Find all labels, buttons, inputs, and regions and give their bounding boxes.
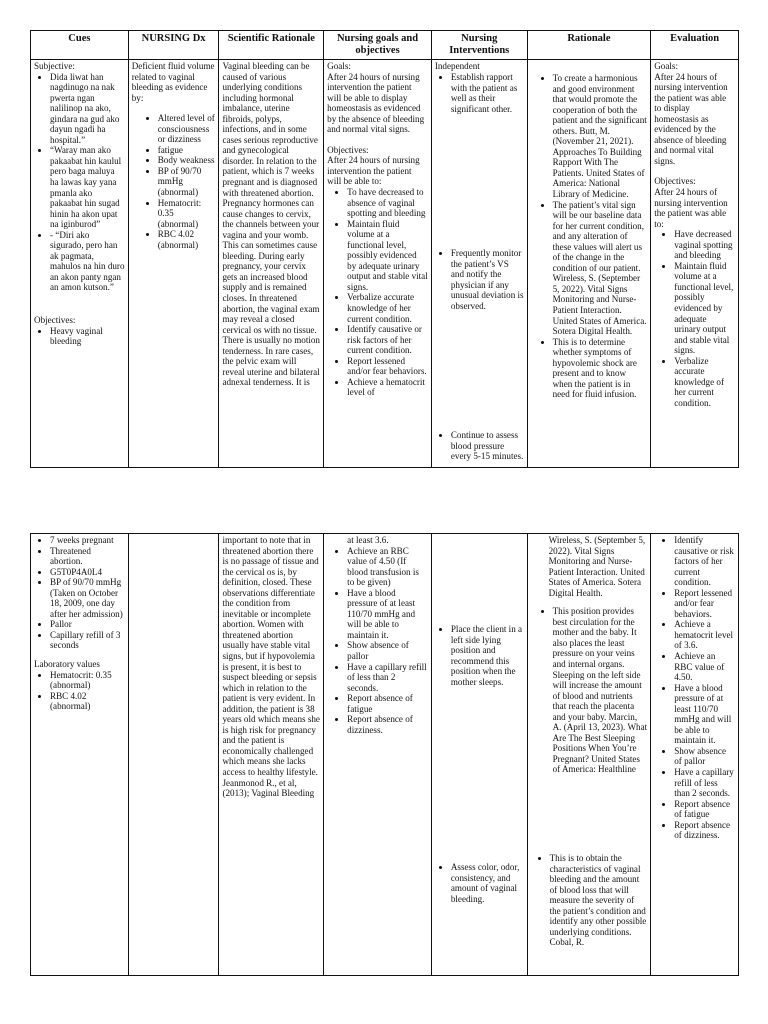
list-item: • This position provides best circulation for the mother and the baby. It also places the least pressure on your veins and internal organs. Sleeping on the left side will increase the amount of blood and nutrients that reach the placenta and your baby. Marcin, A. (April 13, 2023). What Are The Best Sleeping Positions When You’re Pregnant? United States of America: Healthline: [553, 606, 648, 775]
list-item: • Report absence of fatigue: [347, 693, 428, 714]
list-item: • Have a blood pressure of at least 110/70 mmHg and will be able to maintain it.: [674, 683, 735, 746]
list-item: • Verbalize accurate knowledge of her current condition.: [674, 356, 735, 409]
interventions-cell: [432, 534, 528, 975]
objectives-list: [327, 187, 428, 398]
list-item: • Have a blood pressure of at least 110/70 mmHg and will be able to maintain it.: [347, 588, 428, 641]
list-item: • Report lessened and/or fear behaviors.: [674, 588, 735, 620]
list-item: • Achieve an RBC value of 4.50 (If blood transfusion is to be given): [347, 546, 428, 588]
list-item: • - “Diri ako sigurado, pero han ak pagmata, mahulos na hin duro an akon panty ngan an amon kutson.”: [50, 230, 125, 293]
eval-objectives-text: After 24 hours of nursing intervention the patient was able to:: [654, 187, 728, 229]
list-item: • Have a capillary refill of less than 2 seconds.: [674, 767, 735, 799]
list-item: • Assess color, odor, consistency, and amount of vaginal bleeding.: [451, 862, 524, 904]
nursing-dx-cell: [129, 60, 220, 467]
list-item: • Pallor: [50, 619, 125, 630]
eval-goals-label: Goals:: [654, 61, 678, 71]
rationale-cont-text: Wireless, S. (September 5, 2022). Vital Signs Monitoring and Nurse-Patient Interaction. United States of America. Sotera Digital Health.: [548, 535, 646, 598]
objective-list: [34, 326, 125, 347]
list-item: • Identify causative or risk factors of her current condition.: [674, 535, 735, 588]
list-item: • Capillary refill of 3 seconds: [50, 630, 125, 651]
objectives-label: Objectives:: [327, 144, 369, 155]
rationale-cell: [528, 60, 652, 467]
goals-label: Goals:: [327, 61, 351, 71]
independent-label: Independent: [434, 61, 480, 71]
rationale-cell: [528, 534, 652, 975]
header-nursing-dx: NURSING Dx: [129, 31, 220, 59]
list-item: • Hematocrit: 0.35 (abnormal): [158, 198, 216, 230]
list-item: • To create a harmonious and good environment that would promote the cooperation of both the patient and the significant others. Butt, M. (November 21, 2021). Approaches To Building Rapport With The Patients. United States of America: National Library of Medicine.: [553, 73, 648, 200]
list-item: • Report absence of fatigue: [674, 799, 735, 820]
subjective-list: [34, 72, 125, 293]
dx-intro: Deficient fluid volume related to vaginal bleeding as evidence by:: [131, 61, 215, 103]
intervention-list-2: [435, 248, 524, 311]
subjective-label: Subjective:: [34, 61, 75, 71]
list-item: • Have a capillary refill of less than 2 seconds.: [347, 662, 428, 694]
cues-cell: [31, 534, 129, 975]
list-item: • The patient’s vital sign will be our baseline data for her current condition, and any alteration of these values will alert us of the change in the condition of our patient. Wireless, S. (September 5, 2022). Vital Signs Monitoring and Nurse-Patient Interaction. United States of America. Sotera Digital Health.: [553, 200, 648, 337]
goals-cell: [324, 534, 432, 975]
rationale-list: [531, 73, 648, 400]
header-evaluation: Evaluation: [670, 33, 720, 44]
intervention-list-1: [435, 72, 524, 114]
header-rationale: Rationale: [528, 31, 652, 59]
list-item: • Identify causative or risk factors of her current condition.: [347, 324, 428, 356]
list-item: • Hematocrit: 0.35 (abnormal): [50, 670, 125, 691]
list-item: • Heavy vaginal bleeding: [50, 326, 125, 347]
list-item: • Achieve an RBC value of 4.50.: [674, 651, 735, 683]
list-item: • RBC 4.02 (abnormal): [158, 229, 216, 250]
list-item: • Achieve a hematocrit level of 3.6.: [674, 619, 735, 651]
rationale-list-cont-1: [531, 606, 648, 775]
list-item: • RBC 4.02 (abnormal): [50, 691, 125, 712]
header-cues: Cues: [31, 31, 129, 59]
eval-objectives-list-cont: [654, 535, 735, 841]
header-interventions: Nursing Interventions: [432, 31, 528, 59]
list-item: • Place the client in a left side lying position and recommend this position when the mother sleeps.: [451, 624, 524, 687]
list-item: • Threatened abortion.: [50, 546, 125, 567]
list-item: • BP of 90/70 mmHg (abnormal): [158, 166, 216, 198]
evaluation-cell: [651, 534, 738, 975]
objectives-label: Objectives:: [34, 315, 76, 326]
list-item: • This is to determine whether symptoms of hypovolemic shock are present and to know when the patient is in need for fluid infusion.: [553, 337, 648, 400]
list-item: • Show absence of pallor: [674, 746, 735, 767]
list-item: • Body weakness: [158, 155, 216, 166]
list-item: • Show absence of pallor: [347, 640, 428, 661]
rationale-text: Vaginal bleeding can be caused of various underlying conditions including hormonal imbalance, uterine fibroids, polyps, infections, and in some cases serious reproductive and gynecological disorder. In relation to the patient, which is 7 weeks pregnant and is diagnosed with threatened abortion. Pregnancy hormones can cause changes to cervix, the channels between your vagina and your womb. This can sometimes cause bleeding. During early pregnancy, your cervix gets an increased blood supply and is remained closes. In threatened abortion, the vaginal exam may reveal a closed cervical os with no tissue. There is usually no motion tenderness. In rare cases, the pelvic exam will reveal uterine and bilateral adnexal tenderness. It is: [222, 61, 320, 388]
header-scientific-rationale: Scientific Rationale: [219, 31, 324, 59]
list-item: • 7 weeks pregnant: [50, 535, 125, 546]
objective-list-cont: [34, 535, 125, 651]
list-item: • Maintain fluid volume at a functional level, possibly evidenced by adequate urinary output and stable vital signs.: [674, 261, 735, 356]
dx-evidence-list: [132, 113, 216, 250]
care-plan-table-page-2: [30, 533, 739, 976]
cues-cell: [31, 60, 129, 467]
list-item: • Dida liwat han nagdinugo na nak pwerta ngan nalilinop na ako, gindara na gud ako dayun ngadi ha hospital.”: [50, 72, 125, 146]
rationale-text-cont: important to note that in threatened abortion there is no passage of tissue and the cervical os is, by definition, closed. These observations differentiate the condition from inevitable or incomplete abortion. Women with threatened abortion usually have stable vital signs, but if hypovolemia is present, it is best to suspect bleeding or sepsis which in relation to the patient is very evident. In addition, the patient is 38 years old which means she is high risk for pregnancy and the patient is economically challenged which means she lacks access to healthy lifestyle. Jeanmonod R., et al, (2013); Vaginal Bleeding: [222, 535, 320, 799]
objectives-list-cont: [327, 546, 428, 736]
intervention-list-5: [435, 862, 524, 904]
list-item: • Verbalize accurate knowledge of her current condition.: [347, 292, 428, 324]
list-item: • This is to obtain the characteristics of vaginal bleeding and the amount of blood loss that will measure the severity of the patient’s condition and identify any other possible underlying conditions. Cobal, R.: [550, 853, 648, 948]
objectives-text: After 24 hours of nursing intervention the patient will be able to:: [327, 155, 420, 187]
lab-values-label: Laboratory values: [34, 659, 100, 670]
table-body-row: [31, 60, 738, 467]
list-item: • Altered level of consciousness or dizziness: [158, 113, 216, 145]
lab-values-list: [34, 670, 125, 712]
evaluation-cell: [651, 60, 738, 467]
scientific-rationale-cell: [219, 534, 324, 975]
list-item: • “Waray man ako pakaabat hin kaulul pero baga maluya ha lawas kay yana pmanla ako pakaabat hin sugad hinin ha akon upat na iginburod”: [50, 145, 125, 229]
intervention-list-3: [435, 430, 524, 462]
list-item: • Maintain fluid volume at a functional level, possibly evidenced by adequate urinary output and stable vital signs.: [347, 219, 428, 293]
list-item: • Report lessened and/or fear behaviors.: [347, 356, 428, 377]
eval-goals-text: After 24 hours of nursing intervention the patient was able to display homeostasis as evidenced by the absence of bleeding and normal vital signs.: [654, 71, 728, 166]
list-item: • G5T0P4A0L4: [50, 567, 125, 578]
list-item: • BP of 90/70 mmHg (Taken on October 18, 2009, one day after her admission): [50, 577, 125, 619]
objective-cont-text: at least 3.6.: [347, 535, 389, 545]
goals-cell: [324, 60, 432, 467]
list-item: • Have decreased vaginal spotting and bleeding: [674, 229, 735, 261]
list-item: • Report absence of dizziness.: [347, 714, 428, 735]
care-plan-table-page-1: [30, 30, 739, 468]
eval-objectives-list: [654, 229, 735, 408]
table-header-row: [31, 31, 738, 60]
nursing-dx-cell: [129, 534, 220, 975]
list-item: • fatigue: [158, 145, 216, 156]
list-item: • Achieve a hematocrit level of: [347, 377, 428, 398]
list-item: • Report absence of dizziness.: [674, 820, 735, 841]
intervention-list-4: [435, 624, 524, 687]
goals-text: After 24 hours of nursing intervention the patient will be able to display homeostasis as evidenced by the absence of bleeding and normal vital signs.: [327, 71, 425, 135]
list-item: • Frequently monitor the patient’s VS and notify the physician if any unusual deviation is observed.: [451, 248, 524, 311]
rationale-list-cont-2: [531, 853, 648, 948]
header-goals-objectives: Nursing goals and objectives: [324, 31, 432, 59]
list-item: • Continue to assess blood pressure every 5-15 minutes.: [451, 430, 524, 462]
scientific-rationale-cell: [219, 60, 324, 467]
interventions-cell: [432, 60, 528, 467]
list-item: • Establish rapport with the patient as well as their significant other.: [451, 72, 524, 114]
list-item: • To have decreased to absence of vaginal spotting and bleeding: [347, 187, 428, 219]
eval-objectives-label: Objectives:: [654, 176, 696, 187]
